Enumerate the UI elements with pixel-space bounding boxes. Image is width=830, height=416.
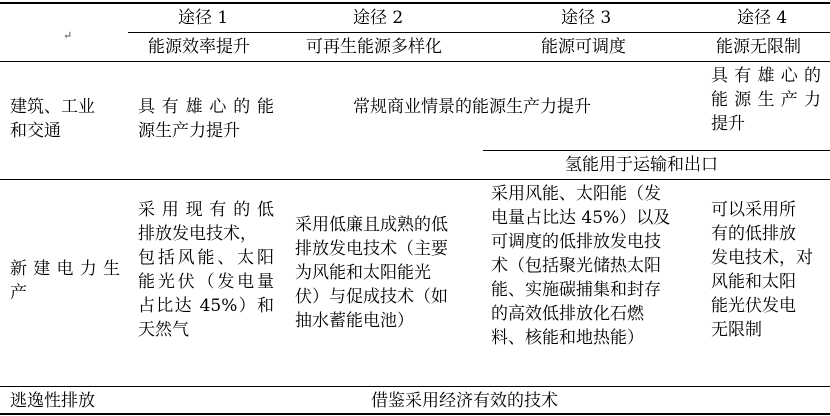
route-4-desc: 能源无限制 <box>716 37 801 57</box>
row1-route1-cell: 具有雄心的能 源生产力提升 <box>138 97 274 141</box>
header-inner-rule <box>128 32 830 33</box>
row2-route4-cell: 可以采用所 有的低排放 发电技术，对 风能和太阳 能光伏发电 无限制 <box>711 200 813 340</box>
row2-route1-cell: 采用现有的低 排放发电技术， 包括风能、太阳 能光伏（发电量 占比达 45%）和 天然气 <box>138 200 274 340</box>
row3-content: 借鉴采用经济有效的技术 <box>371 391 558 411</box>
route-4-title: 途径 4 <box>737 8 788 28</box>
route-1-title: 途径 1 <box>178 8 229 28</box>
row2-route2-cell: 采用低廉且成熟的低 排放发电技术（主要 为风能和太阳能光 伏）与促成技术（如 抽水蓄能电池） <box>295 215 448 331</box>
table-bottom-rule <box>0 413 830 415</box>
route-1-desc: 能源效率提升 <box>148 37 250 57</box>
row2-bottom-rule <box>0 386 830 387</box>
row1-bottom-rule <box>0 179 830 180</box>
hydrogen-cell: 氢能用于运输和出口 <box>565 155 718 175</box>
row2-label: 新建电力生 产 <box>10 259 120 303</box>
row1-route4-cell: 具有雄心的 能源生产力 提升 <box>711 66 821 134</box>
route-3-title: 途径 3 <box>561 8 612 28</box>
row1-route23-cell: 常规商业情景的能源生产力提升 <box>353 97 591 117</box>
row1-label: 建筑、工业 和交通 <box>10 97 95 141</box>
route-3-desc: 能源可调度 <box>541 37 626 57</box>
table-top-rule <box>0 2 830 4</box>
header-bottom-rule <box>0 61 830 62</box>
route-2-desc: 可再生能源多样化 <box>306 37 442 57</box>
hydrogen-top-rule <box>483 150 830 151</box>
route-2-title: 途径 2 <box>353 8 404 28</box>
row3-label: 逃逸性排放 <box>10 391 95 411</box>
corner-paragraph-mark: ↵ <box>63 29 73 42</box>
row2-route3-cell: 采用风能、太阳能（发 电量占比达 45%）以及 可调度的低排放发电技 术（包括聚光储热太阳 能、实施碳捕集和封存 的高效低排放化石燃 料、核能和地热能） <box>491 184 671 348</box>
